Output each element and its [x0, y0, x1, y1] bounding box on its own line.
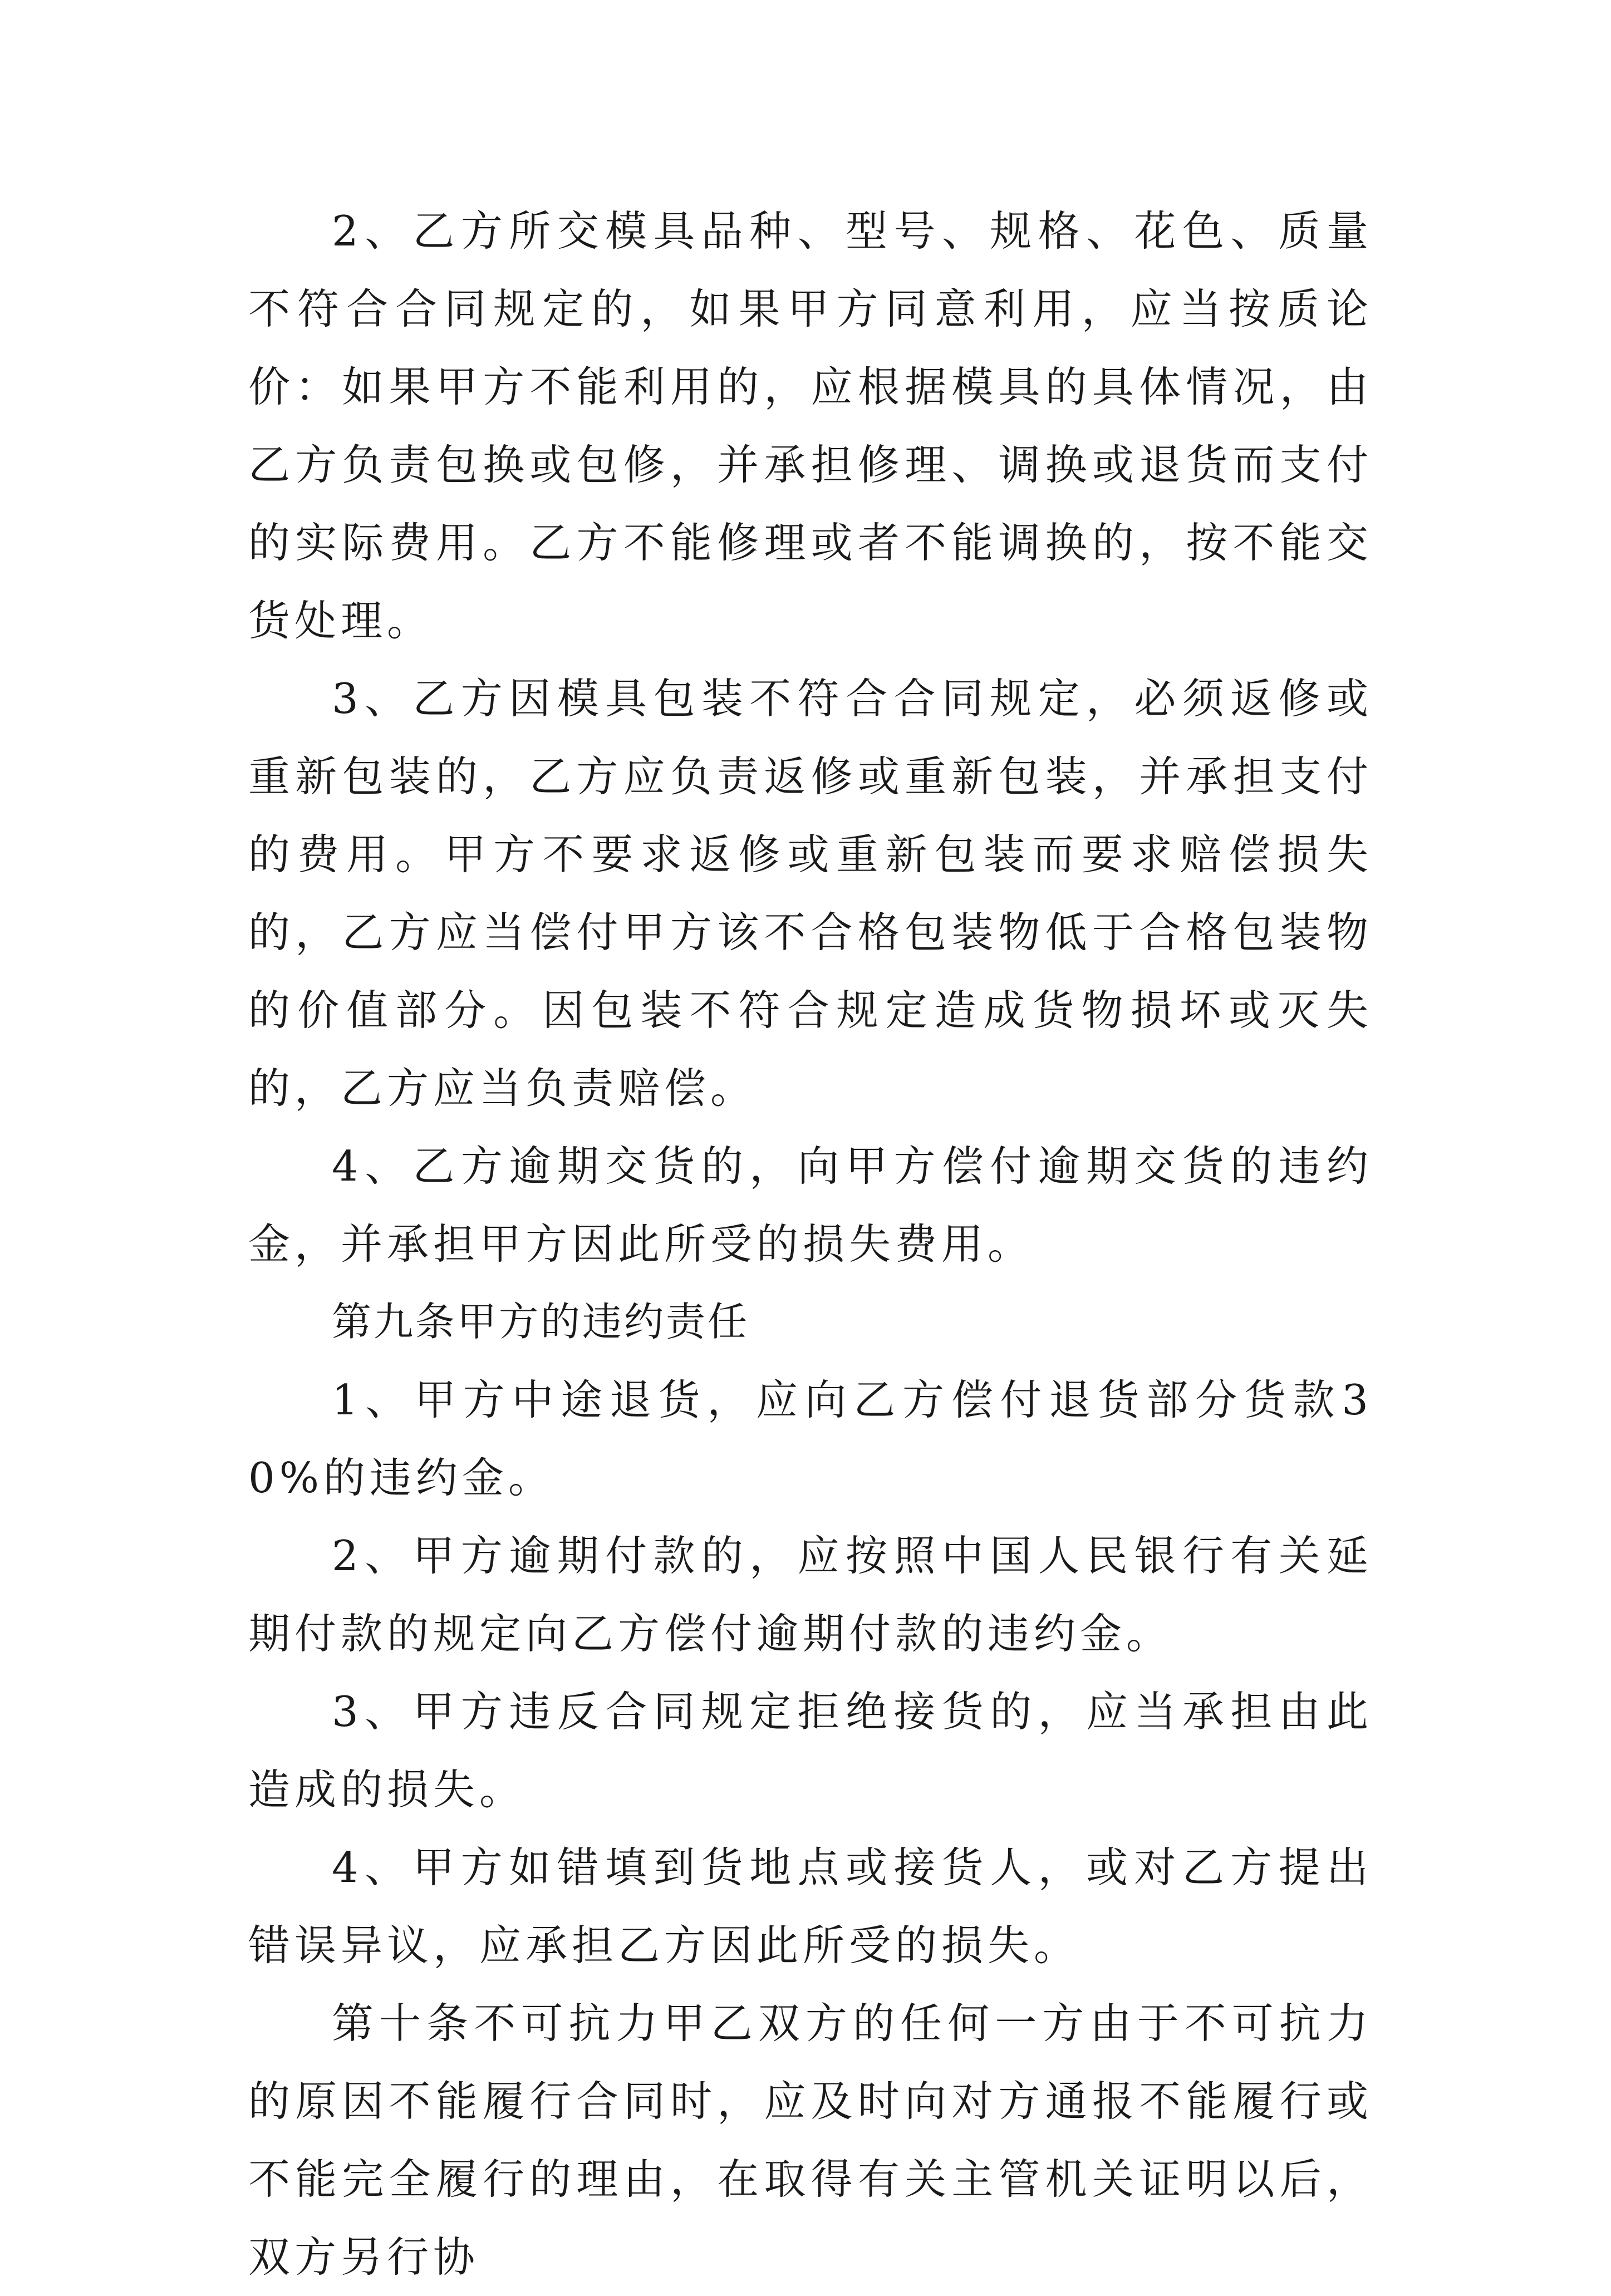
section-heading-clause-9: 第九条甲方的违约责任: [332, 1299, 750, 1345]
paragraph-clause-8-item-3: 3、乙方因模具包装不符合合同规定，必须返修或重新包装的，乙方应负责返修或重新包装，并承担支付的费用。甲方不要求返修或重新包装而要求赔偿损失的，乙方应当偿付甲方该不合格包装物低于合格包装物的价值部分。因包装不符合规定造成货物损坏或灭失的，乙方应当负责赔偿。: [248, 674, 1373, 1113]
paragraph-clause-9-item-1: 1、甲方中途退货，应向乙方偿付退货部分货款30%的违约金。: [248, 1375, 1373, 1502]
document-body: [248, 192, 1373, 2296]
paragraph-clause-10: 第十条不可抗力甲乙双方的任何一方由于不可抗力的原因不能履行合同时，应及时向对方通报不能履行或不能完全履行的理由，在取得有关主管机关证明以后，双方另行协: [248, 1999, 1373, 2282]
paragraph-clause-9-item-4: 4、甲方如错填到货地点或接货人，或对乙方提出错误异议，应承担乙方因此所受的损失。: [248, 1843, 1373, 1970]
paragraph-clause-8-item-2: 2、乙方所交模具品种、型号、规格、花色、质量不符合合同规定的，如果甲方同意利用，应当按质论价：如果甲方不能利用的，应根据模具的具体情况，由乙方负责包换或包修，并承担修理、调换或退货而支付的实际费用。乙方不能修理或者不能调换的，按不能交货处理。: [248, 207, 1373, 645]
paragraph-clause-8-item-4: 4、乙方逾期交货的，向甲方偿付逾期交货的违约金，并承担甲方因此所受的损失费用。: [248, 1142, 1373, 1269]
paragraph-clause-9-item-3: 3、甲方违反合同规定拒绝接货的，应当承担由此造成的损失。: [248, 1687, 1373, 1814]
paragraph-clause-9-item-2: 2、甲方逾期付款的，应按照中国人民银行有关延期付款的规定向乙方偿付逾期付款的违约金。: [248, 1531, 1373, 1658]
